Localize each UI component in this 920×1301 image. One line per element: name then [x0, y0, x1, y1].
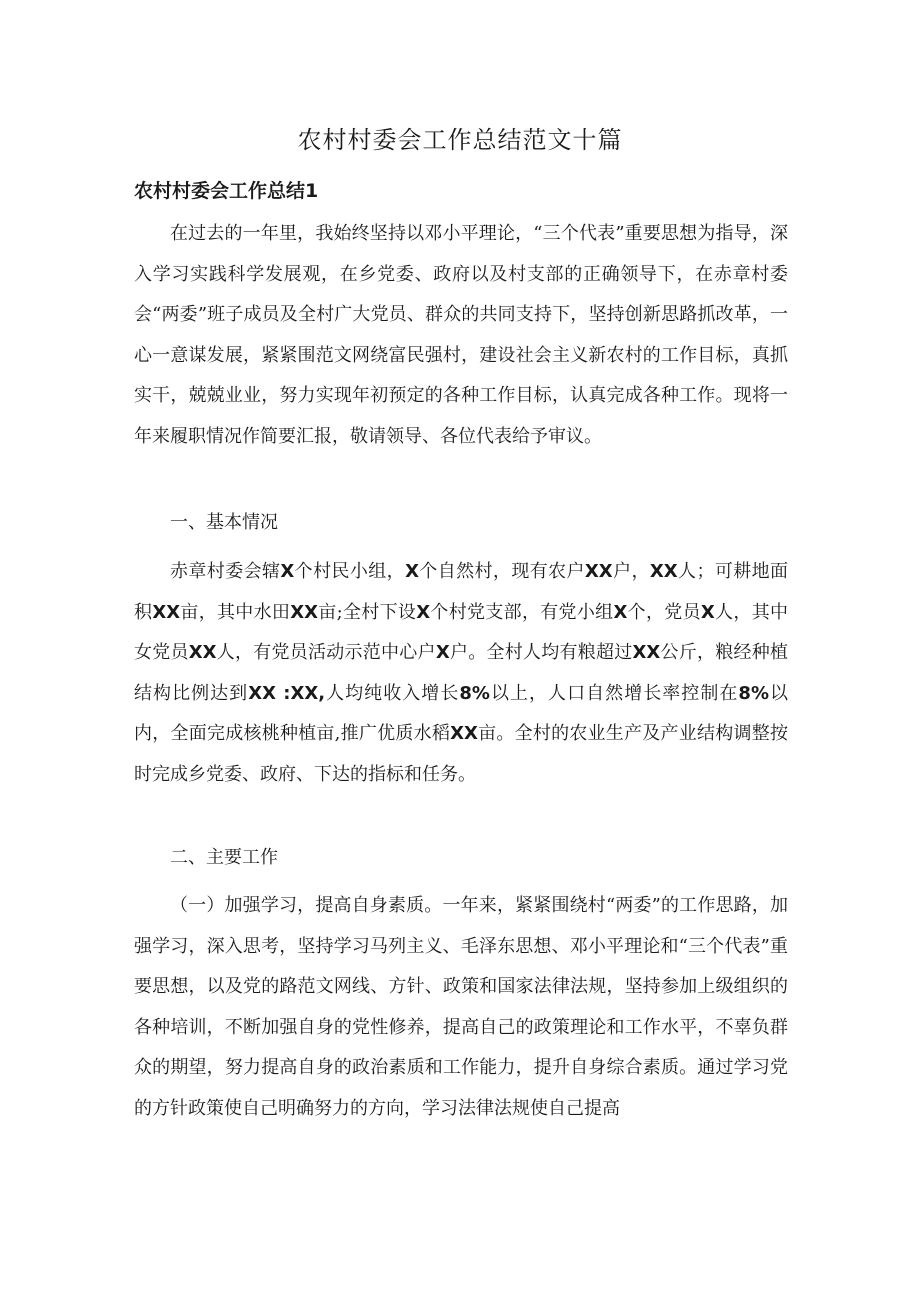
- text-run: 人；可耕地面积: [134, 561, 789, 623]
- text-run: 以内，全面完成核桃种植亩,推广优质水稻: [134, 682, 789, 744]
- document-title: 农村村委会工作总结范文十篇: [297, 126, 623, 154]
- text-run: 以上，人口自然增长率控制在: [489, 682, 739, 704]
- text-run: 赤章村委会辖: [170, 561, 281, 582]
- placeholder-value: X: [613, 601, 628, 623]
- text-run: 人均纯收入增长: [325, 682, 460, 704]
- text-run: 户，: [612, 561, 650, 582]
- text-run: 个自然村，现有农户: [418, 561, 585, 582]
- text-run: 亩。全村的农业生产及产业结构调整按时完成乡党委、政府、下达的指标和任务。: [134, 723, 788, 785]
- paragraph-basic-situation: [134, 552, 788, 795]
- placeholder-value: XX: [632, 642, 661, 663]
- placeholder-value: 8%: [459, 682, 490, 704]
- text-run: 亩，其中水田: [180, 601, 291, 623]
- placeholder-value: 8%: [738, 682, 769, 704]
- text-run: 个村民小组，: [294, 561, 406, 582]
- text-run: 公斤，粮经种植结构比例达到: [134, 642, 789, 704]
- placeholder-value: X: [280, 561, 295, 582]
- text-run: 个，党员: [627, 601, 701, 623]
- text-run: 个村党支部，有党小组: [430, 601, 614, 623]
- paragraph-intro: 在过去的一年里，我始终坚持以邓小平理论，“三个代表”重要思想为指导，深入学习实践科学发展观，在乡党委、政府以及村支部的正确领导下，在赤章村委会“两委”班子成员及全村广大党员、群众的共同支持下，坚持创新思路抓改革，一心一意谋发展，紧紧围范文网绕富民强村，建设社会主义新农村的工作目标，真抓实干，兢兢业业，努力实现年初预定的各种工作目标，认真完成各种工作。现将一年来履职情况作简要汇报，敬请领导、各位代表给予审议。: [134, 223, 788, 447]
- heading-main-work: 二、主要工作: [170, 847, 278, 868]
- placeholder-value: XX: [188, 642, 217, 663]
- placeholder-value: XX: [152, 601, 181, 623]
- text-run: 户。全村人均有粮超过: [449, 642, 633, 663]
- section-heading: 农村村委会工作总结1: [134, 180, 319, 202]
- heading-basic-situation: 一、基本情况: [170, 512, 278, 533]
- text-run: 人，其中女党员: [134, 601, 789, 663]
- placeholder-value: XX: [290, 601, 318, 623]
- placeholder-value: X: [435, 642, 450, 663]
- placeholder-value: XX: [584, 561, 613, 582]
- placeholder-value: X: [700, 601, 715, 623]
- paragraph-main-work: （一）加强学习，提高自身素质。一年来，紧紧围绕村“两委”的工作思路，加强学习，深入思考，坚持学习马列主义、毛泽东思想、邓小平理论和“三个代表”重要思想，以及党的路范文网线、方针、政策和国家法律法规，坚持参加上级组织的各种培训，不断加强自身的党性修养，提高自己的政策理论和工作水平，不辜负群众的期望，努力提高自身的政治素质和工作能力，提升自身综合素质。通过学习党的方针政策使自己明确努力的方向，学习法律法规使自己提高: [134, 895, 788, 1119]
- placeholder-value: X: [416, 601, 431, 623]
- placeholder-value: X: [405, 561, 419, 582]
- placeholder-value: XX: [649, 561, 678, 582]
- placeholder-value: XX :XX,: [248, 682, 326, 704]
- text-run: 亩;全村下设: [318, 601, 417, 623]
- placeholder-value: XX: [450, 723, 478, 744]
- text-run: 人，有党员活动示范中心户: [216, 642, 436, 663]
